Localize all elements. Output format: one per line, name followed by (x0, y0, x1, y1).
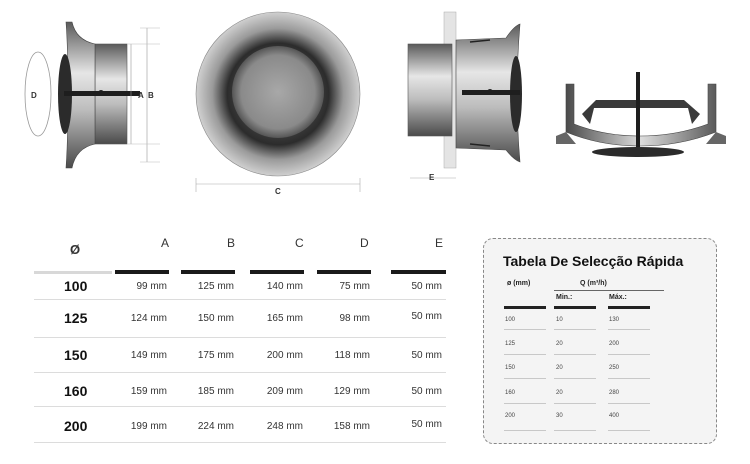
label-b: B (148, 91, 154, 100)
cell-c: 200 mm (266, 350, 303, 361)
quick-max: 250 (609, 365, 620, 371)
cell-d: 118 mm (334, 350, 370, 361)
header-e: E (435, 236, 444, 250)
cell-e: 50 mm (411, 311, 442, 322)
row-separator (34, 337, 446, 338)
quick-max: 400 (609, 413, 620, 419)
cell-d: 98 mm (339, 313, 370, 324)
cell-b: 150 mm (197, 313, 234, 324)
technical-drawings (0, 0, 750, 215)
row-separator (34, 406, 446, 407)
header-b: B (227, 236, 236, 250)
header-a: A (161, 236, 170, 250)
row-diameter: 125 (64, 310, 88, 326)
label-d: D (31, 91, 37, 100)
header-underline (317, 270, 371, 274)
header-underline (115, 270, 169, 274)
cell-c: 209 mm (266, 386, 303, 397)
table-row (34, 383, 446, 413)
label-c: C (275, 187, 281, 196)
col-flow-label: Q (m³/h) (580, 280, 607, 287)
header-underline (181, 270, 235, 274)
row-diameter: 100 (64, 278, 88, 294)
cell-d: 129 mm (333, 386, 370, 397)
cell-b: 175 mm (197, 350, 234, 361)
quick-selection-title: Tabela De Selecção Rápida (503, 253, 684, 269)
dimension-table-header (34, 232, 446, 270)
quick-row-line (554, 329, 596, 330)
quick-min: 20 (556, 390, 563, 396)
cell-b: 185 mm (197, 386, 234, 397)
table-row (34, 310, 446, 340)
front-view-drawing (196, 12, 360, 192)
wall-mount-drawing (408, 12, 522, 178)
cell-c: 248 mm (266, 421, 303, 432)
quick-row-line (608, 354, 650, 355)
table-row (34, 278, 446, 308)
quick-row-line (554, 354, 596, 355)
quick-max: 130 (609, 317, 620, 323)
cell-c: 140 mm (266, 281, 303, 292)
cell-b: 125 mm (197, 281, 234, 292)
cell-d: 75 mm (339, 281, 370, 292)
cell-a: 99 mm (136, 281, 167, 292)
quick-row-line (504, 354, 546, 355)
quick-row-line (608, 378, 650, 379)
cell-d: 158 mm (333, 421, 370, 432)
row-diameter: 200 (64, 418, 88, 434)
quick-row-line (554, 430, 596, 431)
quick-diameter: 125 (505, 341, 516, 347)
quick-row-line (504, 378, 546, 379)
row-separator (34, 372, 446, 373)
quick-row-line (504, 403, 546, 404)
header-underline (250, 270, 304, 274)
col-max-label: Máx.: (609, 294, 627, 301)
quick-min: 20 (556, 365, 563, 371)
header-underline (391, 270, 446, 274)
quick-row-line (554, 378, 596, 379)
quick-diameter: 150 (505, 365, 516, 371)
cell-a: 149 mm (130, 350, 167, 361)
quick-min: 20 (556, 341, 563, 347)
dimension-table (34, 232, 446, 434)
row-separator (34, 442, 446, 443)
quick-row-line (504, 430, 546, 431)
row-diameter: 150 (64, 347, 88, 363)
flow-underline (554, 290, 664, 291)
row-diameter: 160 (64, 383, 88, 399)
col-diameter-label: ø (mm) (507, 280, 531, 287)
quick-row-line (608, 403, 650, 404)
quick-row-line (554, 403, 596, 404)
quick-min: 30 (556, 413, 563, 419)
label-a: A (138, 91, 144, 100)
cell-a: 124 mm (130, 313, 167, 324)
header-c: C (295, 236, 304, 250)
col-max-bar (608, 306, 650, 309)
label-e: E (429, 173, 435, 182)
quick-diameter: 200 (505, 413, 516, 419)
cell-a: 199 mm (130, 421, 167, 432)
quick-selection-panel (483, 238, 717, 444)
quick-row-line (608, 329, 650, 330)
quick-row-line (504, 329, 546, 330)
cell-b: 224 mm (197, 421, 234, 432)
quick-row-line (608, 430, 650, 431)
cell-c: 165 mm (266, 313, 303, 324)
cell-a: 159 mm (130, 386, 167, 397)
cell-e: 50 mm (411, 281, 442, 292)
quick-diameter: 160 (505, 390, 516, 396)
col-diameter-bar (504, 306, 546, 309)
table-row (34, 418, 446, 448)
quick-max: 280 (609, 390, 620, 396)
quick-min: 10 (556, 317, 563, 323)
header-diameter: Ø (70, 242, 81, 257)
section-view-drawing (556, 72, 726, 157)
header-d: D (360, 236, 369, 250)
quick-diameter: 100 (505, 317, 516, 323)
cell-e: 50 mm (411, 419, 442, 430)
col-min-label: Min.: (556, 294, 573, 301)
quick-max: 200 (609, 341, 620, 347)
row-separator (34, 299, 446, 300)
header-underline (34, 271, 112, 274)
cell-e: 50 mm (411, 386, 442, 397)
col-min-bar (554, 306, 596, 309)
cell-e: 50 mm (411, 350, 442, 361)
